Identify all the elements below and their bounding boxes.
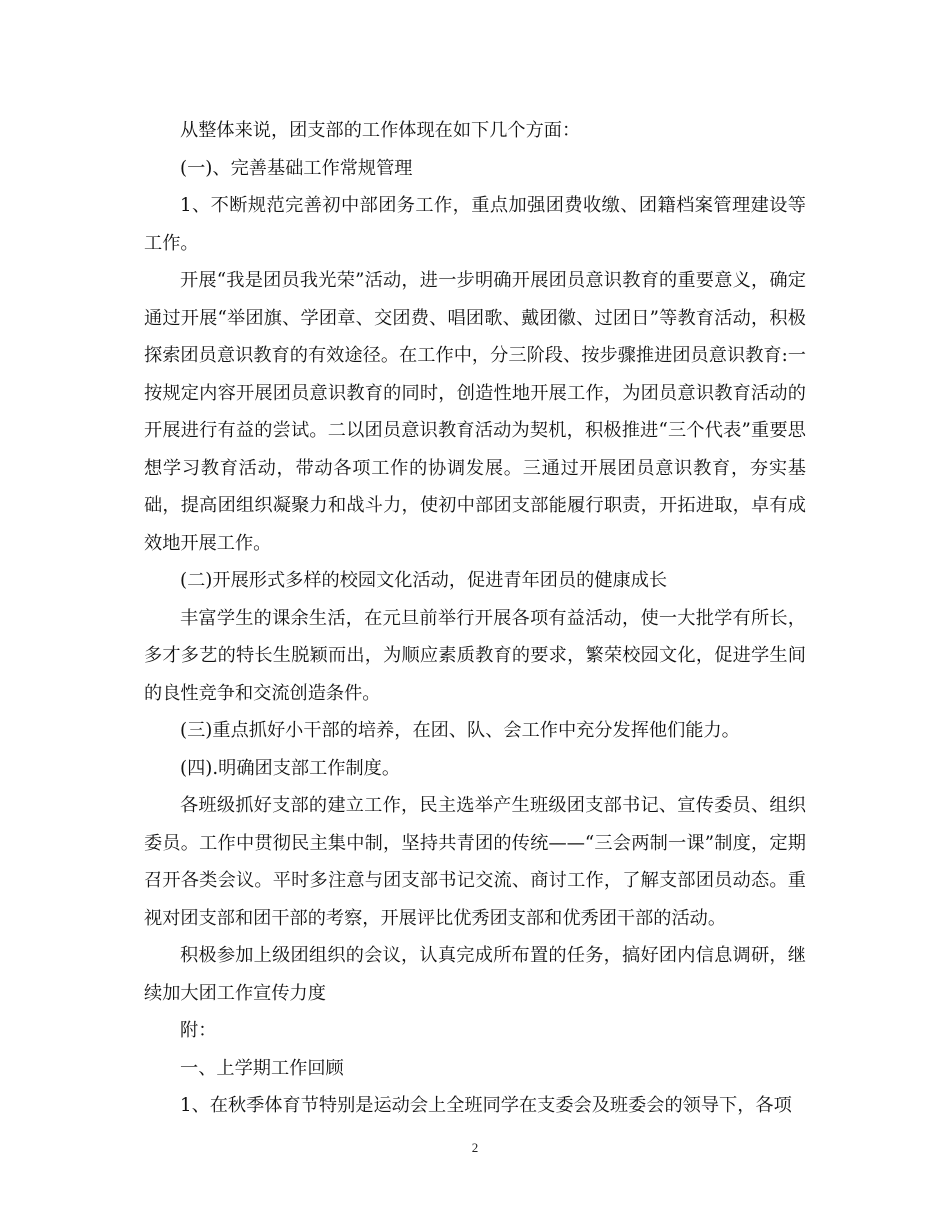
paragraph-review-item-1: 1、在秋季体育节特别是运动会上全班同学在支委会及班委会的领导下，各项 [180,1095,792,1116]
heading-section-2: (二)开展形式多样的校园文化活动，促进青年团员的健康成长 [180,570,668,591]
document-body [144,112,806,1125]
heading-section-1: (一)、完善基础工作常规管理 [180,157,413,179]
heading-section-3: (三)重点抓好小干部的培养，在团、队、会工作中充分发挥他们能力。 [180,720,740,741]
paragraph-activity: 开展“我是团员我光荣”活动，进一步明确开展团员意识教育的重要意义，确定通过开展“举团旗、学团章、交团费、唱团歌、戴团徽、过团日”等教育活动，积极探索团员意识教育的有效途径。在工作中，分三阶段、按步骤推进团员意识教育:一按规定内容开展团员意识教育的同时，创造性地开展工作，为团员意识教育活动的开展进行有益的尝试。二以团员意识教育活动为契机，积极推进“三个代表”重要思想学习教育活动，带动各项工作的协调发展。三通过开展团员意识教育，夯实基础，提高团组织凝聚力和战斗力，使初中部团支部能履行职责，开拓进取，卓有成效地开展工作。 [144,270,806,554]
paragraph-branch-system: 各班级抓好支部的建立工作，民主选举产生班级团支部书记、宣传委员、组织委员。工作中贯彻民主集中制，坚持共青团的传统——“三会两制一课”制度，定期召开各类会议。平时多注意与团支部书记交流、商讨工作，了解支部团员动态。重视对团支部和团干部的考察，开展评比优秀团支部和优秀团干部的活动。 [144,795,806,929]
paragraph-meetings: 积极参加上级团组织的会议，认真完成所布置的任务，搞好团内信息调研，继续加大团工作宣传力度 [144,945,806,1004]
heading-review: 一、上学期工作回顾 [180,1057,344,1079]
paragraph-item-1: 1、不断规范完善初中部团务工作，重点加强团费收缴、团籍档案管理建设等工作。 [144,195,806,254]
paragraph-intro: 从整体来说，团支部的工作体现在如下几个方面： [180,120,581,141]
paragraph-campus-culture: 丰富学生的课余生活，在元旦前举行开展各项有益活动，使一大批学有所长，多才多艺的特长生脱颖而出，为顺应素质教育的要求，繁荣校园文化，促进学生间的良性竞争和交流创造条件。 [144,607,806,704]
page-number: 2 [471,1140,479,1155]
paragraph-appendix: 附： [180,1020,217,1041]
heading-section-4: (四).明确团支部工作制度。 [180,757,401,779]
